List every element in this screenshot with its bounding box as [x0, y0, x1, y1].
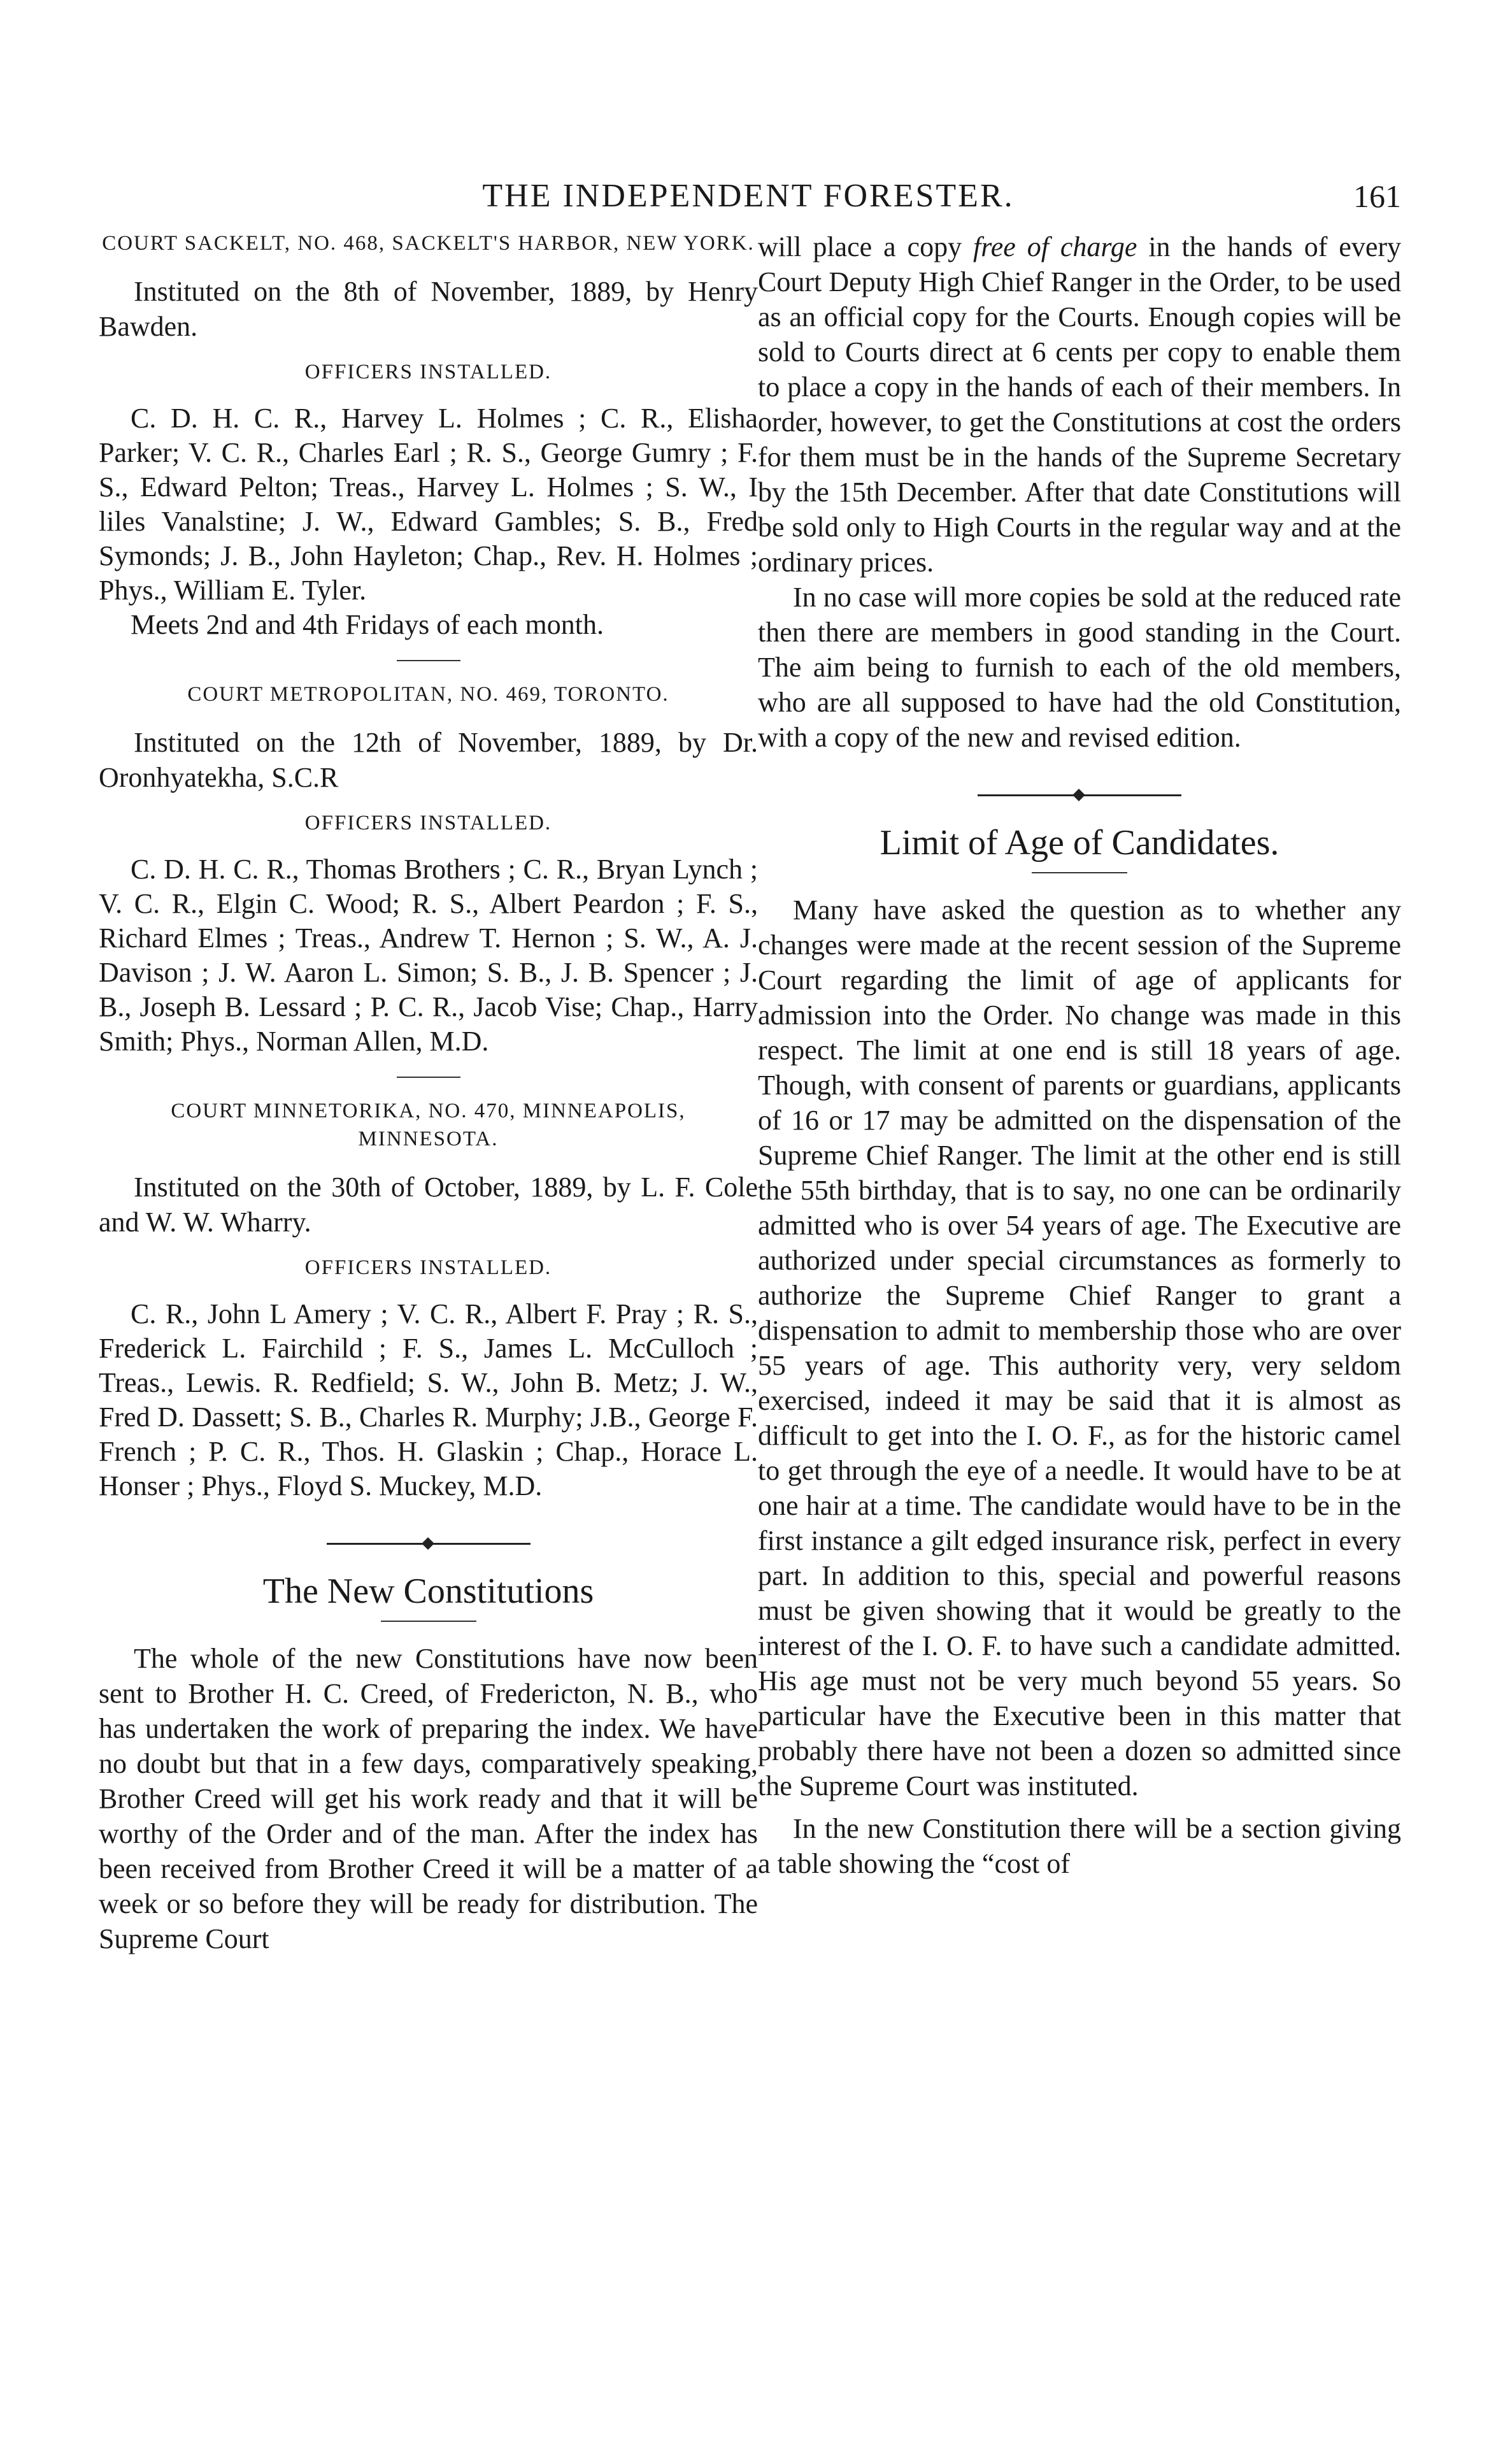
- instituted-text: Instituted on the 30th of October, 1889, by L. F. Cole and W. W. Wharry.: [99, 1171, 758, 1238]
- ornament-diamond-icon: [422, 1537, 434, 1550]
- title-underline: [1032, 872, 1127, 873]
- article-paragraph: The whole of the new Constitutions have now been sent to Brother H. C. Creed, of Fredericton, N. B., who has undertaken the work of preparing the index. We have no doubt but that in a few days, comparatively speaking, Brother Creed will get his work ready and that it will be worthy of the Order and of the man. After the index has been received from Brother Creed it will be a matter of a week or so before they will be ready for distribution. The Supreme Court: [99, 1643, 758, 1954]
- court-heading: COURT SACKELT, NO. 468, SACKELT'S HARBOR, NEW YORK.: [102, 232, 755, 255]
- instituted-text: Instituted on the 8th of November, 1889, by Henry Bawden.: [99, 276, 758, 342]
- article-paragraph: [758, 229, 1401, 580]
- article-paragraph: Many have asked the question as to whether any changes were made at the recent session of the Supreme Court regarding the limit of age of applicants for admission into the Order. No change was made in this respect. The limit at one end is still 18 years of age. Though, with consent of parents or guardians, applicants of 16 or 17 may be admitted on the dispensation of the Supreme Chief Ranger. The limit at the other end is still the 55th birthday, that is to say, no one can be ordinarily admitted who is over 54 years of age. The Executive are authorized under special circumstances as formerly to authorize the Supreme Chief Ranger to grant a dispensation to admit to membership those who are over 55 years of age. This authority very, very seldom exercised, indeed it may be said that it is almost as difficult to get into the I. O. F., as for the historic camel to get through the eye of a needle. It would have to be at one hair at a time. The candidate would have to be in the first instance a gilt edged insurance risk, perfect in every part. In addition to this, special and powerful reasons must be given showing that it would be greatly to the interest of the I. O. F. to have such a candidate admitted. His age must not be very much beyond 55 years. So particular have the Executive been in this matter that probably there have not been a dozen so admitted since the Supreme Court was instituted.: [758, 894, 1401, 1801]
- meeting-note: Meets 2nd and 4th Fridays of each month.: [131, 609, 604, 640]
- running-head: [96, 171, 1401, 222]
- left-column: [99, 229, 758, 1956]
- officers-list: C. R., John L Amery ; V. C. R., Albert F. Pray ; R. S., Frederick L. Fairchild ; F. S., James L. McCulloch ; Treas., Lewis. R. Redfield; S. W., John B. Metz; J. W., Fred D. Dassett; S. B., Charles R. Murphy; J.B., George F. French ; P. C. R., Thos. H. Glaskin ; Chap., Horace L. Honser ; Phys., Floyd S. Muckey, M.D.: [99, 1298, 758, 1501]
- instituted-text: Instituted on the 12th of November, 1889, by Dr. Oronhyatekha, S.C.R: [99, 727, 758, 793]
- ornamental-rule: [327, 1534, 531, 1553]
- page-number: 161: [1353, 178, 1401, 214]
- ornament-diamond-icon: [1072, 789, 1085, 801]
- section-divider: [397, 660, 460, 661]
- ornamental-rule: [978, 785, 1181, 805]
- emphasis-text: free of charge: [973, 231, 1137, 262]
- article-paragraph: In no case will more copies be sold at the reduced rate then there are members in good standing in the Court. The aim being to furnish to each of the old members, who are all supposed to have had the old Constitution, with a copy of the new and revised edition.: [758, 582, 1401, 753]
- section-title: The New Constitutions: [262, 1572, 594, 1611]
- article-paragraph: In the new Constitution there will be a section giving a table showing the “cost of: [758, 1813, 1401, 1879]
- officers-list: C. D. H. C. R., Thomas Brothers ; C. R., Bryan Lynch ; V. C. R., Elgin C. Wood; R. S., Albert Peardon ; F. S., Richard Elmes ; Treas., Andrew T. Hernon ; S. W., A. J. Davison ; J. W. Aaron L. Simon; S. B., J. B. Spencer ; J. B., Joseph B. Lessard ; P. C. R., Jacob Vise; Chap., Harry Smith; Phys., Norman Allen, M.D.: [99, 854, 758, 1057]
- officers-list: C. D. H. C. R., Harvey L. Holmes ; C. R., Elisha Parker; V. C. R., Charles Earl ; R. S., George Gumry ; F. S., Edward Pelton; Treas., Harvey L. Holmes ; S. W., I liles Vanalstine; J. W., Edward Gambles; S. B., Fred Symonds; J. B., John Hayleton; Chap., Rev. H. Holmes ; Phys., William E. Tyler.: [99, 403, 758, 606]
- text-run: in the hands of every Court Deputy High Chief Ranger in the Order, to be used as an official copy for the Courts. Enough copies will be sold to Courts direct at 6 cents per copy to enable them to place a copy in the hands of each of their members. In order, however, to get the Constitutions at cost the orders for them must be in the hands of the Supreme Secretary by the 15th December. After that date Constitutions will be sold only to High Courts in the regular way and at the ordinary prices.: [758, 231, 1402, 578]
- officers-heading: OFFICERS INSTALLED.: [304, 361, 552, 383]
- court-heading: COURT MINNETORIKA, NO. 470, MINNEAPOLIS, MINNESOTA.: [171, 1099, 686, 1150]
- journal-title: THE INDEPENDENT FORESTER.: [482, 178, 1015, 214]
- text-run: will place a copy: [758, 231, 974, 262]
- section-title: Limit of Age of Candidates.: [880, 823, 1279, 863]
- section-divider: [397, 1077, 460, 1078]
- officers-heading: OFFICERS INSTALLED.: [304, 1256, 552, 1279]
- officers-heading: OFFICERS INSTALLED.: [304, 812, 552, 834]
- right-column: [758, 229, 1401, 1881]
- court-heading: COURT METROPOLITAN, NO. 469, TORONTO.: [187, 683, 669, 706]
- title-underline: [381, 1621, 476, 1622]
